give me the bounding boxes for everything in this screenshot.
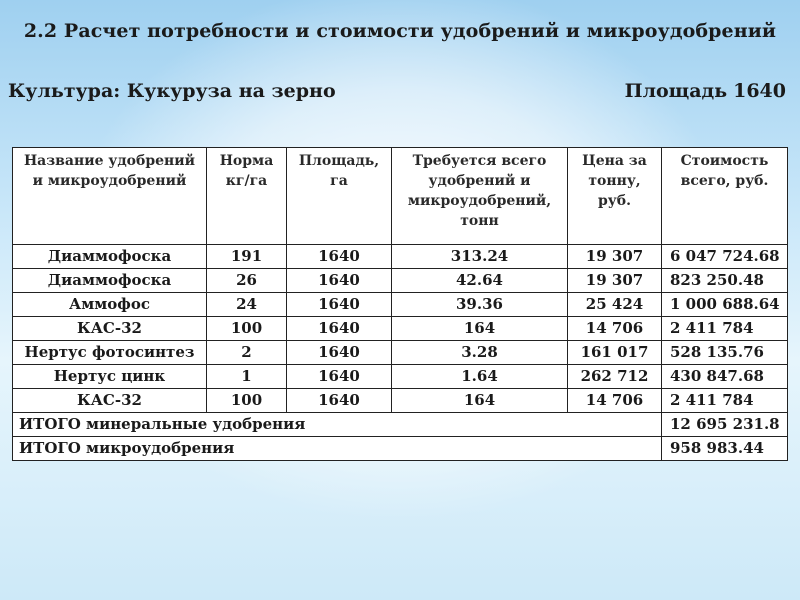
total-value: 958 983.44 [662, 437, 788, 461]
cell-area: 1640 [287, 365, 392, 389]
cell-required: 3.28 [392, 341, 568, 365]
table-row [13, 365, 788, 389]
cell-rate: 191 [207, 245, 287, 269]
page-title: 2.2 Расчет потребности и стоимости удобрений и микроудобрений [23, 20, 777, 42]
cell-cost: 430 847.68 [662, 365, 788, 389]
cell-rate: 1 [207, 365, 287, 389]
cell-area: 1640 [287, 341, 392, 365]
table-row [13, 245, 788, 269]
total-label: ИТОГО микроудобрения [13, 437, 662, 461]
cell-cost: 823 250.48 [662, 269, 788, 293]
cell-name: КАС-32 [13, 389, 207, 413]
cell-rate: 100 [207, 389, 287, 413]
total-value: 12 695 231.8 [662, 413, 788, 437]
fertilizer-table [12, 147, 788, 461]
total-label: ИТОГО минеральные удобрения [13, 413, 662, 437]
header-price: Цена за тонну, руб. [568, 148, 662, 245]
cell-required: 39.36 [392, 293, 568, 317]
cell-cost: 6 047 724.68 [662, 245, 788, 269]
header-required: Требуется всего удобрений и микроудобрений, тонн [392, 148, 568, 245]
header-name: Название удобрений и микроудобрений [13, 148, 207, 245]
cell-area: 1640 [287, 269, 392, 293]
header-area: Площадь, га [287, 148, 392, 245]
cell-cost: 2 411 784 [662, 317, 788, 341]
cell-area: 1640 [287, 317, 392, 341]
header-rate: Норма кг/га [207, 148, 287, 245]
cell-required: 164 [392, 389, 568, 413]
table-row [13, 389, 788, 413]
cell-required: 42.64 [392, 269, 568, 293]
area-label [619, 80, 786, 102]
table-row [13, 293, 788, 317]
cell-area: 1640 [287, 293, 392, 317]
cell-rate: 100 [207, 317, 287, 341]
cell-cost: 2 411 784 [662, 389, 788, 413]
cell-price: 161 017 [568, 341, 662, 365]
cell-price: 262 712 [568, 365, 662, 389]
cell-rate: 24 [207, 293, 287, 317]
total-row-mineral [13, 413, 788, 437]
cell-name: КАС-32 [13, 317, 207, 341]
area-value: 1640 [733, 80, 786, 102]
table-row [13, 341, 788, 365]
cell-required: 313.24 [392, 245, 568, 269]
cell-required: 164 [392, 317, 568, 341]
cell-price: 19 307 [568, 269, 662, 293]
cell-area: 1640 [287, 245, 392, 269]
area-label-text: Площадь [624, 80, 728, 102]
cell-price: 19 307 [568, 245, 662, 269]
cell-name: Нертус фотосинтез [13, 341, 207, 365]
header-cost: Стоимость всего, руб. [662, 148, 788, 245]
cell-cost: 528 135.76 [662, 341, 788, 365]
cell-rate: 26 [207, 269, 287, 293]
cell-name: Нертус цинк [13, 365, 207, 389]
table-row [13, 269, 788, 293]
cell-name: Диаммофоска [13, 269, 207, 293]
cell-required: 1.64 [392, 365, 568, 389]
cell-price: 14 706 [568, 317, 662, 341]
table-header-row [13, 148, 788, 245]
cell-name: Диаммофоска [13, 245, 207, 269]
cell-price: 25 424 [568, 293, 662, 317]
cell-area: 1640 [287, 389, 392, 413]
total-row-micro [13, 437, 788, 461]
culture-label: Культура: Кукуруза на зерно [8, 80, 336, 102]
table-row [13, 317, 788, 341]
cell-price: 14 706 [568, 389, 662, 413]
cell-rate: 2 [207, 341, 287, 365]
cell-name: Аммофос [13, 293, 207, 317]
cell-cost: 1 000 688.64 [662, 293, 788, 317]
